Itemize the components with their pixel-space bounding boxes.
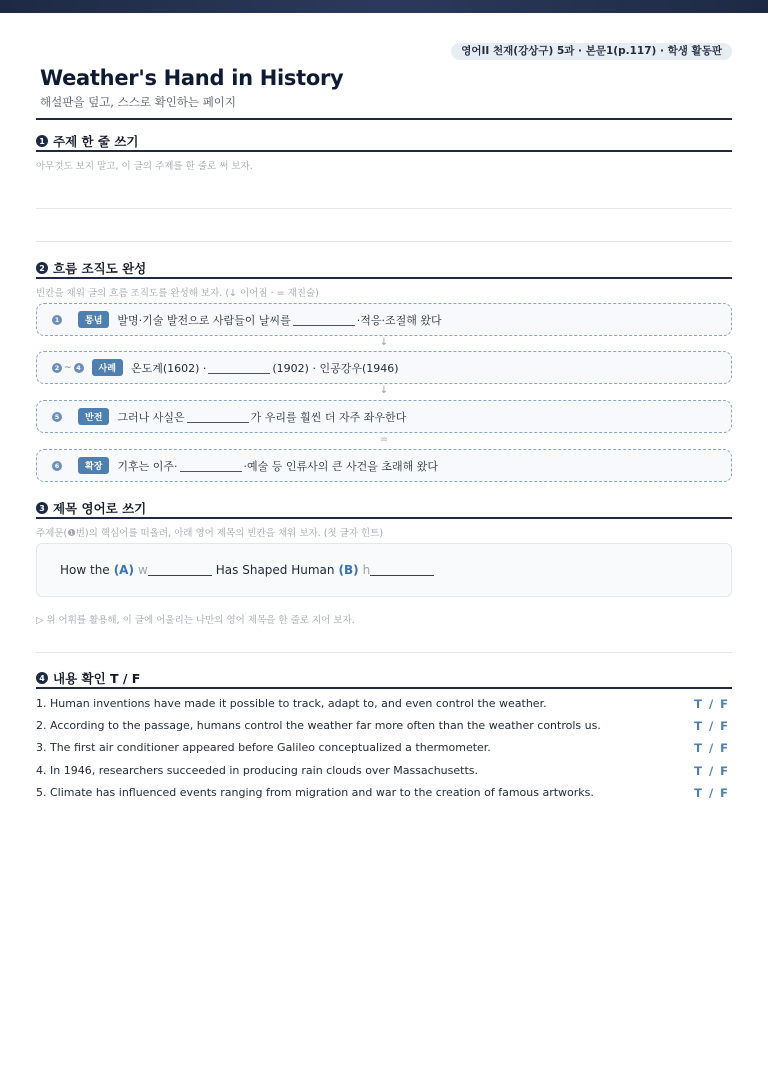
flow-row-4-nums: [52, 461, 62, 471]
section4-number: 4: [36, 672, 48, 684]
tf-separator: /: [708, 786, 715, 800]
own-title-line[interactable]: [36, 652, 732, 653]
section1-heading: [36, 132, 139, 150]
true-option[interactable]: T: [694, 764, 703, 778]
english-title-box: [36, 543, 732, 597]
answer-line-1[interactable]: [36, 208, 732, 209]
blank-b[interactable]: [370, 564, 434, 576]
blank-a-label: (A): [113, 563, 134, 577]
section4-heading: [36, 669, 140, 687]
true-option[interactable]: T: [694, 697, 703, 711]
flow-text-before: 그러나 사실은: [117, 410, 185, 424]
tf-statement: 2. According to the passage, humans control the weather far more often than the weather controls us.: [36, 719, 601, 732]
false-option[interactable]: F: [720, 764, 729, 778]
flow-blank[interactable]: [208, 362, 270, 374]
flow-text-before: 기후는 이주·: [117, 459, 178, 473]
false-option[interactable]: F: [720, 719, 729, 733]
flow-row-1: [36, 303, 732, 336]
top-banner: [0, 0, 768, 13]
section3-hint: 주제문(❶번)의 핵심어를 떠올려, 아래 영어 제목의 빈칸을 채워 보자. (첫 글자 힌트): [36, 528, 384, 539]
true-option[interactable]: T: [694, 741, 703, 755]
flow-text-before: 발명·기술 발전으로 사람들이 날씨를: [117, 313, 291, 327]
section1-title: 주제 한 줄 쓰기: [53, 134, 139, 149]
section3-title: 제목 영어로 쓰기: [53, 501, 147, 516]
answer-line-2[interactable]: [36, 241, 732, 242]
tf-choice[interactable]: [691, 786, 732, 800]
flow-connector: ↓: [379, 385, 389, 396]
tf-statement: 4. In 1946, researchers succeeded in producing rain clouds over Massachusetts.: [36, 764, 478, 777]
flow-row-3-nums: [52, 412, 62, 422]
tf-choice[interactable]: [691, 741, 732, 755]
tf-item-4: [36, 764, 732, 778]
blank-a[interactable]: [148, 564, 212, 576]
flow-text-before: 온도계(1602) ·: [130, 361, 207, 375]
flow-row-2: [36, 351, 732, 384]
page-title: Weather's Hand in History: [40, 66, 344, 90]
tf-item-3: [36, 741, 732, 755]
section2-divider: [36, 277, 732, 279]
flow-num: 4: [74, 363, 84, 373]
section3-heading: [36, 499, 146, 517]
flow-tag: 사례: [92, 359, 123, 376]
flow-row-4: [36, 449, 732, 482]
header-divider: [36, 118, 732, 120]
true-option[interactable]: T: [694, 719, 703, 733]
section1-number: 1: [36, 135, 48, 147]
flow-num: 1: [52, 315, 62, 325]
tf-statement: 5. Climate has influenced events ranging from migration and war to the creation of famous artworks.: [36, 786, 594, 799]
tf-statement: 3. The first air conditioner appeared before Galileo conceptualized a thermometer.: [36, 741, 491, 754]
true-option[interactable]: T: [694, 786, 703, 800]
tf-separator: /: [708, 764, 715, 778]
tf-item-1: [36, 697, 732, 711]
tf-choice[interactable]: [691, 719, 732, 733]
flow-connector: ↓: [379, 337, 389, 348]
flow-row-1-nums: [52, 315, 62, 325]
blank-b-label: (B): [338, 563, 359, 577]
tf-choice[interactable]: [691, 697, 732, 711]
flow-num: 2: [52, 363, 62, 373]
section2-title: 흐름 조직도 완성: [53, 261, 147, 276]
flow-tag: 반전: [78, 408, 109, 425]
section4-divider: [36, 687, 732, 689]
flow-tag: 확장: [78, 457, 109, 474]
flow-blank[interactable]: [187, 411, 249, 423]
flow-row-2-nums: 2 ~ 4: [52, 363, 84, 373]
tf-separator: /: [708, 697, 715, 711]
flow-num: 5: [52, 412, 62, 422]
section1-divider: [36, 150, 732, 152]
tf-choice[interactable]: [691, 764, 732, 778]
flow-text-after: ·적응·조절해 왔다: [356, 313, 442, 327]
blank-a-hint: w: [137, 563, 148, 577]
tf-separator: /: [708, 719, 715, 733]
flow-connector: =: [379, 434, 389, 445]
tf-item-5: [36, 786, 732, 800]
section3-divider: [36, 517, 732, 519]
false-option[interactable]: F: [720, 786, 729, 800]
section1-hint: 아무것도 보지 말고, 이 글의 주제를 한 줄로 써 보자.: [36, 161, 253, 172]
course-badge: 영어II 천재(강상구) 5과 · 본문1(p.117) · 학생 활동판: [451, 43, 732, 60]
section3-note: ▷ 위 어휘를 활용해, 이 글에 어울리는 나만의 영어 제목을 한 줄로 지어 보자.: [36, 615, 355, 626]
section2-number: 2: [36, 262, 48, 274]
flow-tag: 통념: [78, 311, 109, 328]
blank-b-hint: h: [362, 563, 371, 577]
flow-text-after: (1902) · 인공강우(1946): [272, 361, 399, 375]
false-option[interactable]: F: [720, 697, 729, 711]
page-subtitle: 해설판을 덮고, 스스로 확인하는 페이지: [40, 95, 237, 109]
section4-title: 내용 확인 T / F: [53, 671, 141, 686]
flow-row-3: [36, 400, 732, 433]
flow-text-after: 가 우리를 훨씬 더 자주 좌우한다: [250, 410, 407, 424]
section2-heading: [36, 259, 146, 277]
flow-num: 6: [52, 461, 62, 471]
tf-item-2: [36, 719, 732, 733]
flow-text-after: ·예술 등 인류사의 큰 사건을 초래해 왔다: [243, 459, 439, 473]
tf-statement: 1. Human inventions have made it possible to track, adapt to, and even control the weather.: [36, 697, 547, 710]
title-part-1: How the: [60, 563, 110, 577]
tf-separator: /: [708, 741, 715, 755]
flow-blank[interactable]: [180, 460, 242, 472]
flow-blank[interactable]: [293, 314, 355, 326]
title-part-2: Has Shaped Human: [215, 563, 335, 577]
section2-hint: 빈칸을 채워 글의 흐름 조직도를 완성해 보자. (↓ 이어짐 · = 재진술): [36, 288, 319, 299]
section3-number: 3: [36, 502, 48, 514]
false-option[interactable]: F: [720, 741, 729, 755]
